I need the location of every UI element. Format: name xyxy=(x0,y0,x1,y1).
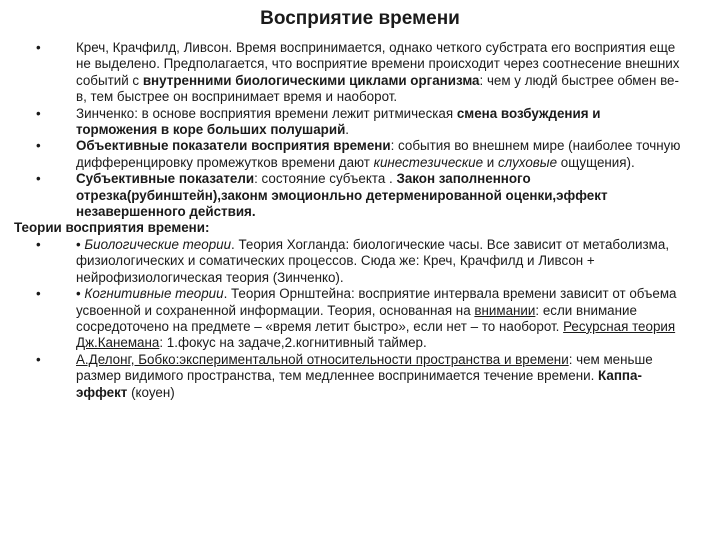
italic-text: Когнитивные теории xyxy=(84,286,224,302)
bullet: • xyxy=(36,171,41,187)
bold-text: Субъективные показатели xyxy=(76,171,255,187)
text: . xyxy=(345,122,350,138)
list-item-objective xyxy=(14,138,684,171)
italic-text: слуховые xyxy=(497,154,558,170)
text: (коуен) xyxy=(127,384,175,400)
text: ощущения). xyxy=(557,154,635,170)
text: : 1.фокус на задаче,2.когнитивный таймер. xyxy=(159,335,427,351)
bullet: • xyxy=(36,236,41,252)
underlined-text: А.Делонг, Бобко:экспериментальной относительности пространства и времени xyxy=(76,351,569,367)
list-item-zinchenko xyxy=(14,106,684,139)
list-item-delong xyxy=(14,352,684,401)
text: : если внимание сосредоточено на предмете – «время летит быстро», если нет – то наоборот. xyxy=(76,302,637,334)
bold-text: Каппа-эффект xyxy=(76,368,642,400)
text: и xyxy=(483,154,498,170)
text: . Теория Хогланда: биологические часы. Все зависит от метаболизма, физиологических и соматических процессов. Сюда же: Креч, Крачфилд и Ливсон + нейрофизиологическая теория (Зинченко). xyxy=(76,236,670,285)
text: • xyxy=(76,286,85,302)
bullet: • xyxy=(36,105,41,121)
bullet: • xyxy=(36,138,41,154)
bullet: • xyxy=(36,40,41,55)
underlined-text: Ресурсная теория Дж.Канемана xyxy=(76,318,676,351)
text: : события во внешнем мире (наиболее точную дифференцировку промежутков времени дают xyxy=(76,138,681,170)
bullet: • xyxy=(36,286,41,302)
bold-text: внутренними биологическими циклами организма xyxy=(142,72,480,88)
bold-text: Объективные показатели восприятия времени xyxy=(76,138,391,154)
text: : чем меньше размер видимого пространства, тем медленнее воспринимается течение времени. xyxy=(76,351,653,384)
slide-content xyxy=(14,40,684,401)
italic-text: кинестезические xyxy=(373,154,484,170)
italic-text: Биологические теории xyxy=(84,236,232,252)
list-item-subjective xyxy=(14,171,684,220)
text: . Теория Орнштейна: восприятие интервала времени зависит от объема усвоенной и сохраненной информации. Теория, основанная на xyxy=(76,286,677,318)
text: : чем у людй быстрее обмен ве-в, тем быстрее он воспринимает время и наоборот. xyxy=(76,72,679,105)
slide-title: Восприятие времени xyxy=(260,8,460,29)
text: Зинченко: в основе восприятия времени лежит ритмическая xyxy=(76,105,457,121)
list-item-krech xyxy=(14,40,684,106)
theories-heading: Теории восприятия времени: xyxy=(14,220,210,236)
bullet: • xyxy=(36,351,41,367)
list-item-biological xyxy=(14,237,684,286)
bold-text: смена возбуждения и торможения в коре больших полушарий xyxy=(76,105,601,138)
text: Креч, Крачфилд, Ливсон. Время воспринимается, однако четкого субстрата его восприятия еще не выделено. Предполагается, что восприятие времени происходит через соотнесение внешних событий с xyxy=(76,40,680,88)
list-item-cognitive xyxy=(14,286,684,352)
text: : состояние субъекта . xyxy=(254,171,397,187)
bold-text: Закон заполненного отрезка(рубинштейн),законм эмоционльно детерменированной оценки,эффект незавершенного действия. xyxy=(76,171,608,220)
text: • xyxy=(76,236,85,252)
underlined-text: внимании xyxy=(474,302,536,318)
